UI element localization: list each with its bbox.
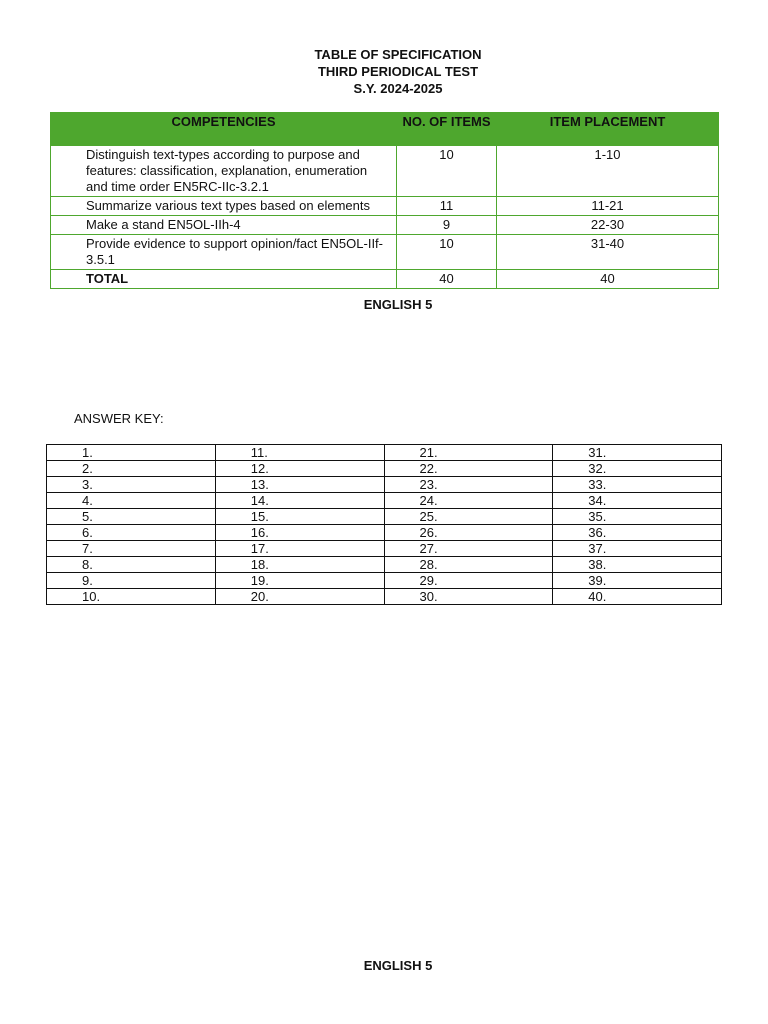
answer-cell: 23.	[384, 477, 553, 493]
placement-cell: 22-30	[497, 216, 719, 235]
answer-cell: 7.	[47, 541, 216, 557]
answer-cell: 10.	[47, 589, 216, 605]
answer-cell: 12.	[215, 461, 384, 477]
answer-cell: 22.	[384, 461, 553, 477]
table-row	[51, 235, 719, 270]
answer-cell: 20.	[215, 589, 384, 605]
header-competencies: COMPETENCIES	[51, 113, 397, 146]
total-label: TOTAL	[51, 270, 397, 289]
answer-cell: 38.	[553, 557, 722, 573]
title-line-1: TABLE OF SPECIFICATION	[314, 47, 482, 62]
total-row	[51, 270, 719, 289]
title-line-3: S.Y. 2024-2025	[353, 81, 443, 96]
table-row	[51, 216, 719, 235]
answer-cell: 3.	[47, 477, 216, 493]
answer-cell: 25.	[384, 509, 553, 525]
title-line-2: THIRD PERIODICAL TEST	[317, 64, 479, 79]
items-cell: 11	[397, 197, 497, 216]
competency-cell: Make a stand EN5OL-IIh-4	[51, 216, 397, 235]
answer-cell: 21.	[384, 445, 553, 461]
answer-cell: 5.	[47, 509, 216, 525]
answer-cell: 1.	[47, 445, 216, 461]
answer-key-row	[47, 461, 722, 477]
answer-key-row	[47, 589, 722, 605]
header-no-of-items: NO. OF ITEMS	[397, 113, 497, 146]
answer-cell: 29.	[384, 573, 553, 589]
competency-cell: Summarize various text types based on elements	[51, 197, 397, 216]
answer-cell: 11.	[215, 445, 384, 461]
answer-cell: 15.	[215, 509, 384, 525]
answer-cell: 40.	[553, 589, 722, 605]
answer-cell: 30.	[384, 589, 553, 605]
answer-cell: 37.	[553, 541, 722, 557]
competency-cell: Provide evidence to support opinion/fact EN5OL-IIf-3.5.1	[51, 235, 397, 270]
answer-cell: 26.	[384, 525, 553, 541]
answer-cell: 31.	[553, 445, 722, 461]
answer-key-row	[47, 477, 722, 493]
answer-key-row	[47, 573, 722, 589]
specification-table	[50, 112, 719, 289]
answer-cell: 6.	[47, 525, 216, 541]
answer-key-table	[46, 444, 722, 605]
answer-cell: 13.	[215, 477, 384, 493]
answer-cell: 27.	[384, 541, 553, 557]
answer-key-row	[47, 541, 722, 557]
answer-key-row	[47, 493, 722, 509]
items-cell: 10	[397, 235, 497, 270]
answer-key-row	[47, 445, 722, 461]
footer-subject-label: ENGLISH 5	[363, 958, 433, 973]
competency-cell: Distinguish text-types according to purpose and features: classification, explanation, enumeration and time order EN5RC-IIc-3.2.1	[51, 146, 397, 197]
total-placement: 40	[497, 270, 719, 289]
answer-cell: 33.	[553, 477, 722, 493]
answer-key-row	[47, 557, 722, 573]
items-cell: 10	[397, 146, 497, 197]
answer-cell: 39.	[553, 573, 722, 589]
answer-cell: 19.	[215, 573, 384, 589]
answer-key-label: ANSWER KEY:	[74, 411, 164, 426]
subject-label: ENGLISH 5	[363, 297, 433, 312]
answer-cell: 2.	[47, 461, 216, 477]
items-cell: 9	[397, 216, 497, 235]
answer-cell: 14.	[215, 493, 384, 509]
answer-cell: 18.	[215, 557, 384, 573]
answer-cell: 4.	[47, 493, 216, 509]
answer-cell: 28.	[384, 557, 553, 573]
answer-cell: 34.	[553, 493, 722, 509]
specification-header-row	[51, 113, 719, 146]
answer-cell: 17.	[215, 541, 384, 557]
document-title	[0, 46, 768, 97]
answer-cell: 36.	[553, 525, 722, 541]
answer-key-row	[47, 525, 722, 541]
answer-cell: 32.	[553, 461, 722, 477]
answer-cell: 8.	[47, 557, 216, 573]
placement-cell: 31-40	[497, 235, 719, 270]
header-item-placement: ITEM PLACEMENT	[497, 113, 719, 146]
placement-cell: 1-10	[497, 146, 719, 197]
total-items: 40	[397, 270, 497, 289]
answer-cell: 16.	[215, 525, 384, 541]
placement-cell: 11-21	[497, 197, 719, 216]
answer-cell: 35.	[553, 509, 722, 525]
table-row	[51, 197, 719, 216]
answer-cell: 24.	[384, 493, 553, 509]
table-row	[51, 146, 719, 197]
answer-cell: 9.	[47, 573, 216, 589]
answer-key-row	[47, 509, 722, 525]
